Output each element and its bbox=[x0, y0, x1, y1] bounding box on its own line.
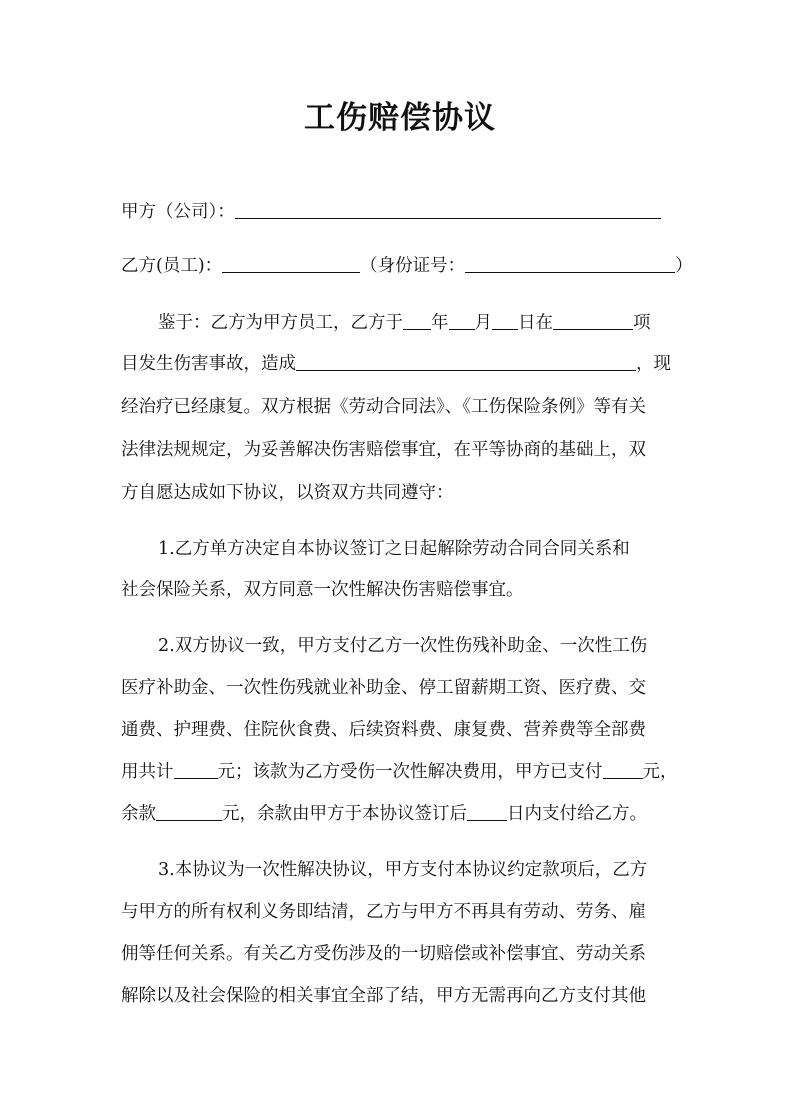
injury-result-blank[interactable] bbox=[296, 352, 636, 371]
clause-1-line-2: 社会保险关系，双方同意一次性解决伤害赔偿事宜。 bbox=[121, 580, 524, 600]
month-label: 月 bbox=[474, 313, 492, 333]
clause-3-line-4: 解除以及社会保险的相关事宜全部了结，甲方无需再向乙方支付其他 bbox=[121, 986, 646, 1006]
year-blank[interactable] bbox=[403, 311, 431, 330]
project-blank[interactable] bbox=[553, 311, 633, 330]
clause-text: 元， bbox=[642, 762, 678, 782]
total-amount-blank[interactable] bbox=[174, 760, 218, 779]
clause-text: 元；该款为乙方受伤一次性解决费用，甲方已支付 bbox=[217, 762, 603, 782]
payment-days-blank[interactable] bbox=[467, 802, 507, 821]
party-b-label: 乙方(员工)： bbox=[121, 256, 223, 276]
party-a-blank[interactable] bbox=[235, 200, 661, 219]
party-b-name-blank[interactable] bbox=[222, 254, 360, 273]
clause-text: 余款 bbox=[121, 804, 156, 824]
clause-2-line-2: 医疗补助金、一次性伤残就业补助金、停工留薪期工资、医疗费、交 bbox=[121, 678, 646, 698]
document-title: 工伤赔偿协议 bbox=[304, 100, 496, 136]
preamble-line-5: 方自愿达成如下协议，以资双方共同遵守： bbox=[121, 483, 454, 503]
preamble-text: 鉴于：乙方为甲方员工，乙方于 bbox=[158, 313, 403, 333]
year-label: 年 bbox=[431, 313, 449, 333]
clause-3-line-3: 佣等任何关系。有关乙方受伤涉及的一切赔偿或补偿事宜、劳动关系 bbox=[121, 944, 646, 964]
day-label: 日在 bbox=[518, 313, 553, 333]
clause-text: 元，余款由甲方于本协议签订后 bbox=[222, 804, 467, 824]
day-blank[interactable] bbox=[492, 311, 518, 330]
clause-1-line-1: 1.乙方单方决定自本协议签订之日起解除劳动合同合同关系和 bbox=[158, 539, 630, 559]
party-b-line bbox=[121, 254, 693, 278]
project-label: 项 bbox=[633, 313, 651, 333]
clause-2-line-1: 2.双方协议一致，甲方支付乙方一次性伤残补助金、一次性工伤 bbox=[158, 636, 648, 656]
month-blank[interactable] bbox=[449, 311, 475, 330]
preamble-text: ，现 bbox=[636, 354, 671, 374]
preamble-line-4: 法律法规规定，为妥善解决伤害赔偿事宜，在平等协商的基础上，双 bbox=[121, 440, 646, 460]
paid-amount-blank[interactable] bbox=[603, 760, 643, 779]
clause-3-line-1: 3.本协议为一次性解决协议，甲方支付本协议约定款项后，乙方 bbox=[158, 860, 648, 880]
party-a-line bbox=[121, 200, 661, 224]
preamble-line-2 bbox=[121, 352, 671, 376]
clause-text: 用共计 bbox=[121, 762, 174, 782]
id-number-blank[interactable] bbox=[465, 254, 675, 273]
clause-3-line-2: 与甲方的所有权利义务即结清，乙方与甲方不再具有劳动、劳务、雇 bbox=[121, 902, 646, 922]
balance-amount-blank[interactable] bbox=[156, 802, 222, 821]
preamble-line-3: 经治疗已经康复。双方根据《劳动合同法》、《工伤保险条例》等有关 bbox=[121, 397, 646, 417]
party-a-label: 甲方（公司）： bbox=[121, 202, 235, 222]
clause-text: 日内支付给乙方。 bbox=[507, 804, 647, 824]
id-close-paren: ） bbox=[675, 256, 693, 276]
id-number-label: （身份证号： bbox=[360, 256, 466, 276]
clause-2-line-3: 通费、护理费、住院伙食费、后续资料费、康复费、营养费等全部费 bbox=[121, 720, 646, 740]
preamble-text: 目发生伤害事故，造成 bbox=[121, 354, 296, 374]
preamble-line-1 bbox=[158, 311, 651, 335]
clause-2-line-4 bbox=[121, 760, 678, 784]
clause-2-line-5 bbox=[121, 802, 647, 826]
